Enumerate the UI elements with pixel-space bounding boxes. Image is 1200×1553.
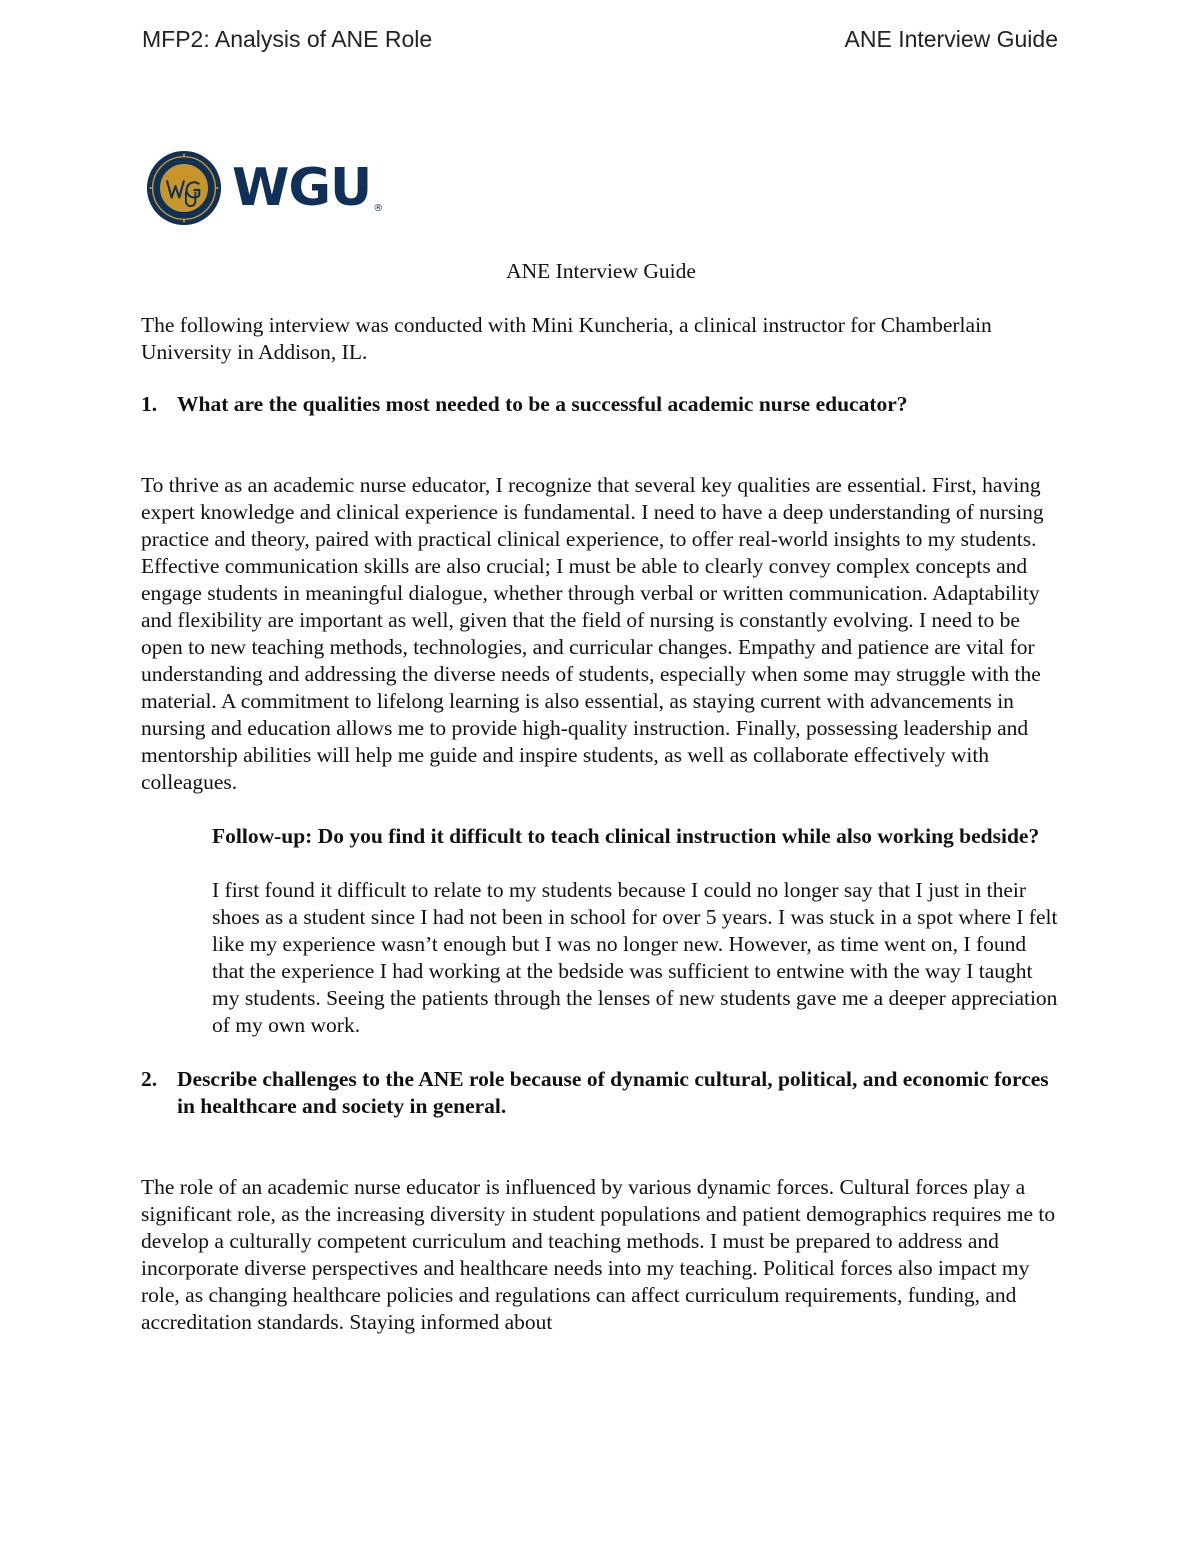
wordmark-text: WGU bbox=[232, 158, 372, 218]
question-1 bbox=[141, 391, 1061, 418]
document-body bbox=[141, 258, 1061, 1336]
question-2-number: 2. bbox=[141, 1067, 158, 1091]
wgu-wordmark bbox=[232, 158, 383, 218]
question-1-text: What are the qualities most needed to be a successful academic nurse educator? bbox=[177, 392, 908, 416]
wgu-logo bbox=[146, 148, 382, 228]
question-1-number: 1. bbox=[141, 392, 158, 416]
wgu-seal-icon bbox=[146, 150, 222, 226]
question-2-text: Describe challenges to the ANE role because of dynamic cultural, political, and economic forces in healthcare and society in general. bbox=[177, 1067, 1049, 1118]
header-left-text: MFP2: Analysis of ANE Role bbox=[142, 26, 433, 52]
followup-question: Follow-up: Do you find it difficult to teach clinical instruction while also working bedside? bbox=[212, 824, 1040, 848]
followup-section bbox=[212, 823, 1061, 1039]
registered-mark: ® bbox=[373, 203, 383, 214]
answer-2-paragraph: The role of an academic nurse educator is influenced by various dynamic forces. Cultural forces play a significant role, as the increasing diversity in student populations and patient demographics requires me to develop a culturally competent curriculum and teaching methods. I must be prepared to address and incorporate diverse perspectives and healthcare needs into my teaching. Political forces also impact my role, as changing healthcare policies and regulations can affect curriculum requirements, funding, and accreditation standards. Staying informed about bbox=[141, 1175, 1056, 1334]
question-2 bbox=[141, 1066, 1061, 1120]
followup-answer: I first found it difficult to relate to my students because I could no longer say that I just in their shoes as a student since I had not been in school for over 5 years. I was stuck in a spot where I felt like my experience wasn’t enough but I was no longer new. However, as time went on, I found that the experience I had working at the bedside was sufficient to entwine with the way I taught my students. Seeing the patients through the lenses of new students gave me a deeper appreciation of my own work. bbox=[212, 878, 1058, 1037]
answer-1-paragraph: To thrive as an academic nurse educator, I recognize that several key qualities are essential. First, having expert knowledge and clinical experience is fundamental. I need to have a deep understanding of nursing practice and theory, paired with practical clinical experience, to offer real-world insights to my students. Effective communication skills are also crucial; I must be able to clearly convey complex concepts and engage students in meaningful dialogue, whether through verbal or written communication. Adaptability and flexibility are important as well, given that the field of nursing is constantly evolving. I need to be open to new teaching methods, technologies, and curricular changes. Empathy and patience are vital for understanding and addressing the diverse needs of students, especially when some may struggle with the material. A commitment to lifelong learning is also essential, as staying current with advancements in nursing and education allows me to provide high-quality instruction. Finally, possessing leadership and mentorship abilities will help me guide and inspire students, as well as collaborate effectively with colleagues. bbox=[141, 473, 1044, 794]
header-right-text: ANE Interview Guide bbox=[844, 26, 1058, 52]
intro-paragraph: The following interview was conducted with Mini Kuncheria, a clinical instructor for Chamberlain University in Addison, IL. bbox=[141, 313, 992, 364]
document-title: ANE Interview Guide bbox=[506, 259, 696, 283]
page-header bbox=[142, 26, 1058, 58]
